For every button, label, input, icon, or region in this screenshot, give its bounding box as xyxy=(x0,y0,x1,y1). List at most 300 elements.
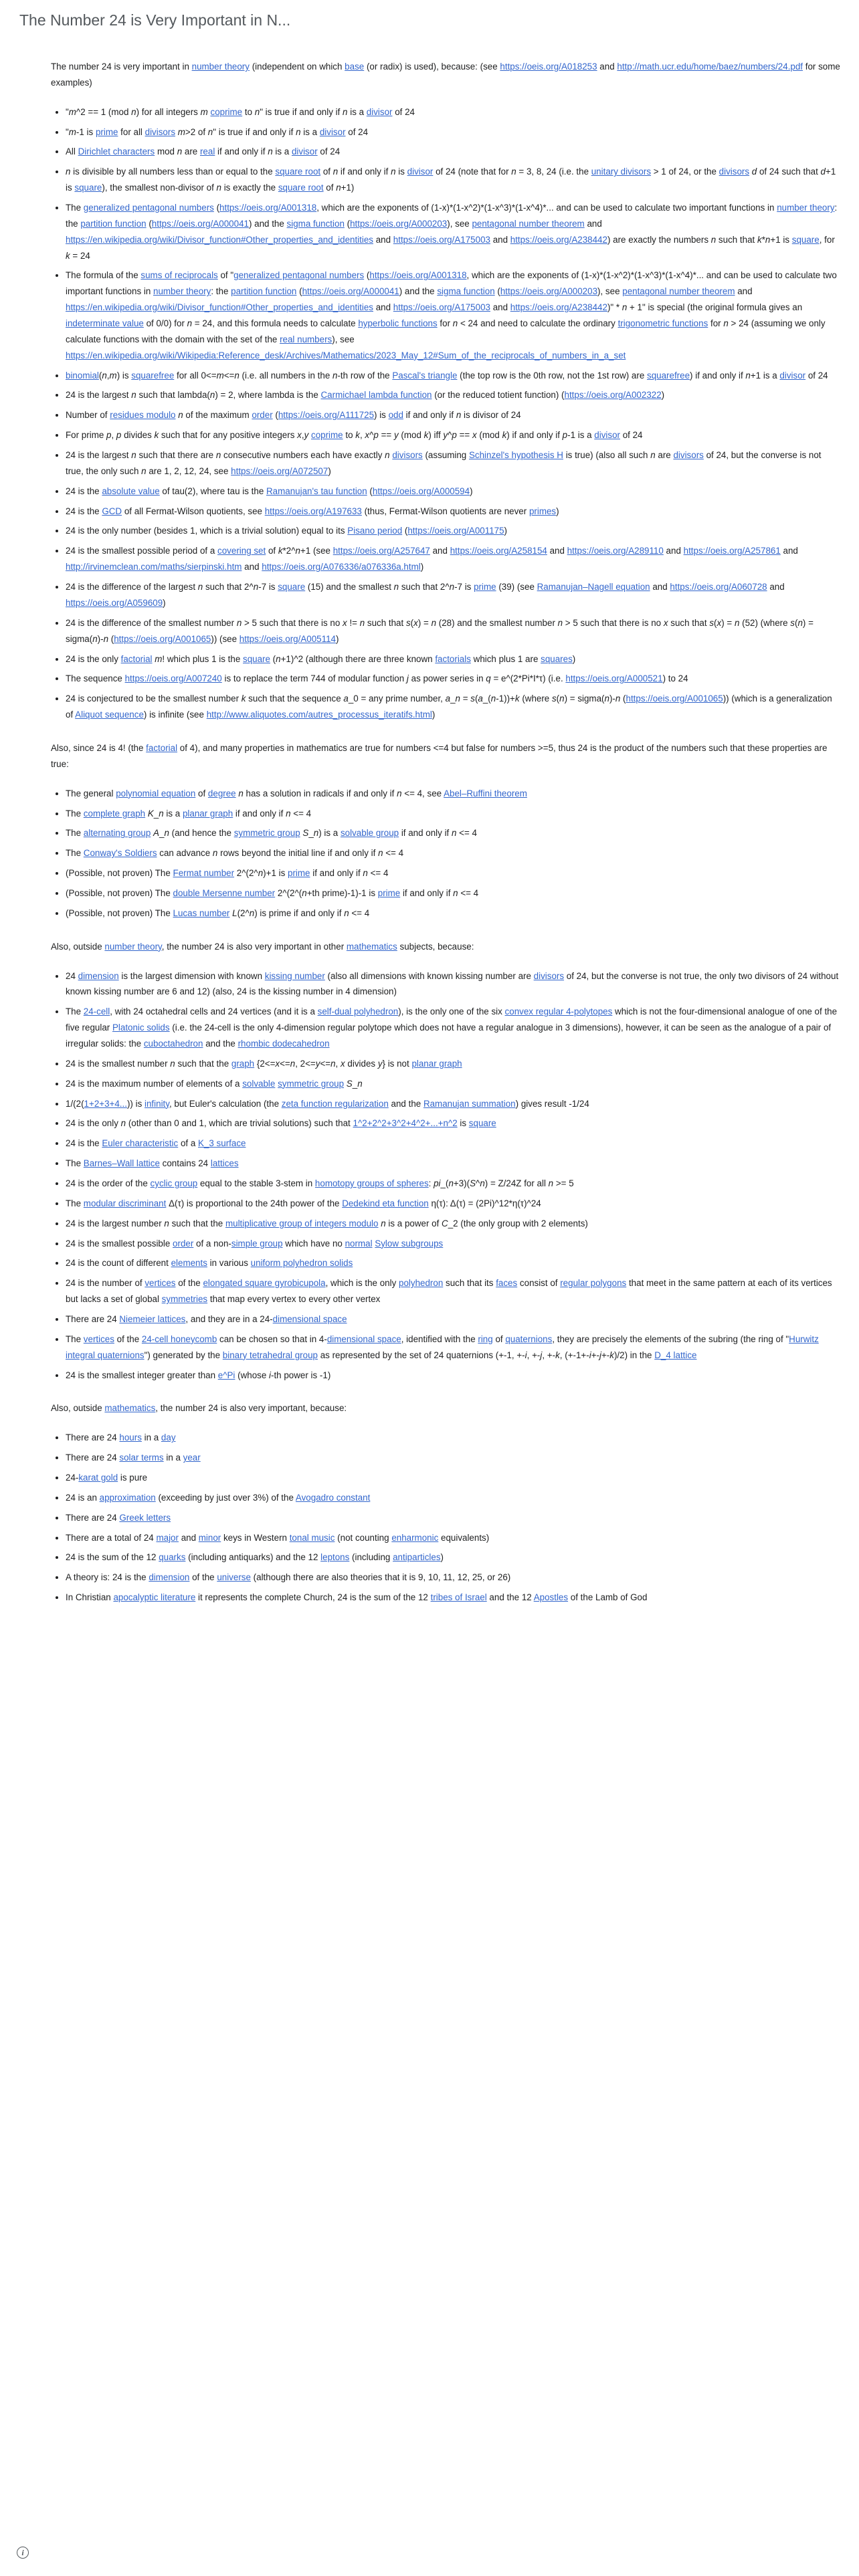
wiki-link[interactable]: absolute value xyxy=(102,486,160,496)
math-variable: p xyxy=(106,430,112,441)
wiki-link[interactable]: https://oeis.org/A000041 xyxy=(151,218,249,229)
wiki-link[interactable]: symmetric group xyxy=(278,1078,345,1089)
wiki-link[interactable]: square xyxy=(791,234,820,245)
list-item: • The modular discriminant Δ(τ) is proportional to the 24th power of the Dedekind eta function η(τ): Δ(τ) = (2Pi)^12*η(τ)^24 xyxy=(66,1196,840,1212)
wiki-link[interactable]: simple group xyxy=(231,1238,283,1249)
math-variable: n xyxy=(258,868,264,879)
wiki-link[interactable]: karat gold xyxy=(78,1473,118,1483)
wiki-link[interactable]: Euler characteristic xyxy=(102,1138,179,1149)
wiki-link[interactable]: https://en.wikipedia.org/wiki/Divisor_function#Other_properties_and_identities xyxy=(66,234,373,245)
math-variable: x xyxy=(472,430,477,441)
wiki-link[interactable]: https://oeis.org/A001318 xyxy=(369,270,467,281)
math-variable: i xyxy=(269,1370,271,1380)
wiki-link[interactable]: infinity xyxy=(145,1098,169,1109)
math-variable: k xyxy=(355,430,360,441)
wiki-link[interactable]: number theory xyxy=(104,941,162,952)
wiki-link[interactable]: coprime xyxy=(210,106,243,117)
math-variable: k xyxy=(423,430,429,441)
wiki-link[interactable]: Apostles xyxy=(533,1592,569,1603)
wiki-link[interactable]: quaternions xyxy=(505,1333,553,1344)
math-variable: x xyxy=(413,617,418,628)
list-item: • 24 is the largest n such that there are n consecutive numbers each have exactly n divisors (assuming Schinzel's hypothesis H is true) (also all such n are divisors of 24, but the converse is not true, the only such n are 1, 2, 12, 24, see https://oeis.org/A072507) xyxy=(66,447,840,479)
wiki-link[interactable]: divisor xyxy=(319,126,346,137)
wiki-link[interactable]: multiplicative group of integers modulo xyxy=(225,1218,379,1228)
wiki-link[interactable]: factorial xyxy=(120,653,153,664)
math-variable: n xyxy=(448,1178,454,1188)
wiki-link[interactable]: major xyxy=(156,1532,179,1543)
math-variable: n xyxy=(313,828,319,839)
wiki-link[interactable]: universe xyxy=(217,1572,251,1583)
wiki-link[interactable]: https://en.wikipedia.org/wiki/Wikipedia:Reference_desk/Archives/Mathematics/2023_May_12#Sum_of_the_reciprocals_of_numbers_in_a_set xyxy=(66,350,626,360)
wiki-link[interactable]: self-dual polyhedron xyxy=(317,1006,399,1017)
wiki-link[interactable]: generalized pentagonal numbers xyxy=(83,203,214,213)
math-variable: n xyxy=(343,106,348,117)
list-item: • n is divisible by all numbers less than or equal to the square root of n if and only if n is divisor of 24 (note that for n = 3, 8, 24 (i.e. the unitary divisors > 1 of 24, or the divisors d of 24 such that d+1 is square), the smallest non-divisor of n is exactly the square root of n+1) xyxy=(66,164,840,196)
wiki-link[interactable]: sigma function xyxy=(437,286,495,297)
math-variable: n xyxy=(797,617,803,628)
wiki-link[interactable]: Avogadro constant xyxy=(295,1492,371,1503)
math-variable: n xyxy=(378,848,383,859)
math-variable: n xyxy=(548,1178,554,1188)
math-variable: n xyxy=(449,582,455,593)
math-variable: n xyxy=(622,302,628,313)
wiki-link[interactable]: e^Pi xyxy=(217,1370,235,1380)
wiki-link[interactable]: enharmonic xyxy=(391,1532,439,1543)
wiki-link[interactable]: Ramanujan's tau function xyxy=(266,486,367,496)
wiki-link[interactable]: Dedekind eta function xyxy=(342,1198,429,1208)
wiki-link[interactable]: indeterminate value xyxy=(66,318,144,329)
list-item: • The general polynomial equation of degree n has a solution in radicals if and only if n <= 4, see Abel–Ruffini theorem xyxy=(66,786,840,802)
wiki-link[interactable]: leptons xyxy=(320,1552,350,1563)
wiki-link[interactable]: generalized pentagonal numbers xyxy=(233,270,365,281)
math-variable: n xyxy=(381,1218,386,1228)
math-variable: j xyxy=(406,673,409,684)
wiki-link[interactable]: covering set xyxy=(217,546,266,556)
list-item: • There are 24 hours in a day xyxy=(66,1430,840,1446)
wiki-link[interactable]: complete graph xyxy=(83,808,146,819)
wiki-link[interactable]: sigma function xyxy=(286,218,345,229)
wiki-link[interactable]: normal xyxy=(345,1238,373,1249)
math-variable: n xyxy=(141,465,147,476)
wiki-link[interactable]: solar terms xyxy=(119,1453,164,1463)
list-item: • A theory is: 24 is the dimension of the universe (although there are also theories that it is 9, 10, 11, 12, 25, or 26) xyxy=(66,1570,840,1586)
wiki-link[interactable]: https://oeis.org/A001318 xyxy=(219,203,317,213)
wiki-link[interactable]: base xyxy=(345,62,365,72)
wiki-link[interactable]: https://oeis.org/A000594 xyxy=(372,486,470,496)
wiki-link[interactable]: https://oeis.org/A000203 xyxy=(350,218,448,229)
wiki-link[interactable]: Ramanujan summation xyxy=(423,1098,516,1109)
wiki-link[interactable]: K_3 surface xyxy=(198,1138,246,1149)
list-item: • 24 is the absolute value of tau(2), where tau is the Ramanujan's tau function (https://oeis.org/A000594) xyxy=(66,484,840,500)
wiki-link[interactable]: 24-cell honeycomb xyxy=(141,1333,217,1344)
math-variable: n xyxy=(615,693,621,704)
math-variable: x xyxy=(343,617,347,628)
wiki-link[interactable]: order xyxy=(173,1238,194,1249)
list-item: • The formula of the sums of reciprocals of "generalized pentagonal numbers (https://oeis.org/A001318, which are the exponents of (1-x)*(1-x^2)*(1-x^3)*(1-x^4)*... and can be used to calculate two important functions in number theory: the partition function (https://oeis.org/A000041) and the sigma function (https://oeis.org/A000203), see pentagonal number theorem and https://en.wikipedia.org/wiki/Divisor_function#Other_properties_and_identities and https://oeis.org/A175003 and https://oeis.org/A238442)" * n + 1" is special (the original formula gives an indeterminate value of 0/0) for n = 24, and this formula needs to calculate hyperbolic functions for n < 24 and need to calculate the ordinary trigonometric functions for n > 24 (assuming we only calculate functions with the domain with the set of the real numbers), see https://en.wikipedia.org/wiki/Wikipedia:Reference_desk/Archives/Mathematics/2023_May_12#Sum_of_the_reciprocals_of_numbers_in_a_set xyxy=(66,267,840,363)
wiki-link[interactable]: dimension xyxy=(149,1572,190,1583)
math-variable: n xyxy=(452,828,457,839)
list-item: • "m^2 == 1 (mod n) for all integers m coprime to n" is true if and only if n is a divisor of 24 xyxy=(66,104,840,120)
math-variable: y xyxy=(377,1058,383,1069)
wiki-link[interactable]: symmetric group xyxy=(233,828,300,839)
wiki-link[interactable]: Ramanujan–Nagell equation xyxy=(537,582,650,593)
wiki-link[interactable]: factorial xyxy=(146,742,178,753)
math-variable: y xyxy=(304,430,309,441)
wiki-link[interactable]: square root xyxy=(275,167,321,177)
math-variable: n xyxy=(102,370,107,381)
wiki-link[interactable]: Dirichlet characters xyxy=(78,146,155,157)
wiki-link[interactable]: Pisano period xyxy=(347,526,403,536)
wiki-link[interactable]: degree xyxy=(207,788,236,798)
wiki-link[interactable]: https://oeis.org/A238442 xyxy=(510,302,607,313)
wiki-link[interactable]: https://oeis.org/A175003 xyxy=(393,234,490,245)
wiki-link[interactable]: real numbers xyxy=(280,334,332,344)
wiki-link[interactable]: tonal music xyxy=(289,1532,335,1543)
wiki-link[interactable]: divisor xyxy=(407,167,434,177)
wiki-link[interactable]: divisors xyxy=(145,126,176,137)
wiki-link[interactable]: divisors xyxy=(392,450,423,461)
wiki-link[interactable]: apocalyptic literature xyxy=(113,1592,196,1603)
math-variable: x xyxy=(297,430,302,441)
wiki-link[interactable]: vertices xyxy=(83,1333,114,1344)
math-variable: n xyxy=(215,450,221,461)
wiki-link[interactable]: uniform polyhedron solids xyxy=(250,1258,353,1269)
wiki-link[interactable]: mathematics xyxy=(346,941,397,952)
math-variable: n xyxy=(170,1058,175,1069)
wiki-link[interactable]: http://www.aliquotes.com/autres_processus_iteratifs.html xyxy=(206,710,432,720)
math-variable: k xyxy=(514,693,520,704)
wiki-link[interactable]: Barnes–Wall lattice xyxy=(83,1158,160,1169)
math-variable: x xyxy=(663,617,668,628)
wiki-link[interactable]: dimension xyxy=(78,970,119,981)
wiki-link[interactable]: solvable xyxy=(242,1078,276,1089)
math-variable: y xyxy=(443,430,448,441)
list-item: • In Christian apocalyptic literature it represents the complete Church, 24 is the sum of the 12 tribes of Israel and the 12 Apostles of the Lamb of God xyxy=(66,1590,840,1606)
math-variable: n xyxy=(92,633,98,644)
wiki-link[interactable]: https://oeis.org/A076336/a076336a.html xyxy=(262,562,421,572)
math-variable: m xyxy=(200,106,208,117)
wiki-link[interactable]: square xyxy=(468,1118,496,1129)
math-variable: m xyxy=(68,106,76,117)
math-variable: y xyxy=(393,430,399,441)
wiki-link[interactable]: Pascal's triangle xyxy=(392,370,458,381)
wiki-link[interactable]: factorials xyxy=(435,653,471,664)
wiki-link[interactable]: partition function xyxy=(80,218,147,229)
wiki-link[interactable]: divisors xyxy=(673,450,704,461)
math-variable: m xyxy=(68,126,76,137)
wiki-link[interactable]: https://en.wikipedia.org/wiki/Divisor_function#Other_properties_and_identities xyxy=(66,302,373,313)
math-variable: n xyxy=(177,146,183,157)
math-variable: n xyxy=(159,808,164,819)
math-variable: p xyxy=(562,430,568,441)
wiki-link[interactable]: square root xyxy=(278,183,324,193)
wiki-link[interactable]: residues modulo xyxy=(110,410,176,421)
wiki-link[interactable]: polyhedron xyxy=(399,1278,444,1289)
wiki-link[interactable]: prime xyxy=(95,126,118,137)
wiki-link[interactable]: divisor xyxy=(594,430,620,441)
wiki-link[interactable]: alternating group xyxy=(83,828,151,839)
wiki-link[interactable]: binary tetrahedral group xyxy=(222,1350,318,1360)
list-item: • There are 24 Greek letters xyxy=(66,1510,840,1526)
wiki-link[interactable]: day xyxy=(161,1432,176,1443)
math-variable: n xyxy=(178,410,183,421)
wiki-link[interactable]: number theory xyxy=(777,203,835,213)
math-variable: n xyxy=(249,907,255,918)
wiki-link[interactable]: planar graph xyxy=(411,1058,462,1069)
math-variable: x xyxy=(275,1058,280,1069)
list-item: • 24 is conjectured to be the smallest number k such that the sequence a_0 = any prime number, a_n = s(a_(n-1))+k (where s(n) = sigma(n)-n (https://oeis.org/A001065)) (which is a generalization of Aliquot sequence) is infinite (see http://www.aliquotes.com/autres_processus_iteratifs.html) xyxy=(66,691,840,723)
wiki-link[interactable]: prime xyxy=(474,582,496,593)
wiki-link[interactable]: https://oeis.org/A072507 xyxy=(231,465,328,476)
wiki-link[interactable]: partition function xyxy=(231,286,297,297)
wiki-link[interactable]: faces xyxy=(496,1278,518,1289)
wiki-link[interactable]: https://oeis.org/A001065 xyxy=(114,633,211,644)
list-item: • 24 is the order of the cyclic group equal to the stable 3-stem in homotopy groups of spheres: pi_(n+3)(S^n) = Z/24Z for all n >= 5 xyxy=(66,1176,840,1192)
wiki-link[interactable]: minor xyxy=(198,1532,221,1543)
wiki-link[interactable]: Greek letters xyxy=(119,1512,171,1523)
wiki-link[interactable]: ring xyxy=(478,1333,493,1344)
math-variable: x xyxy=(340,1058,345,1069)
wiki-link[interactable]: double Mersenne number xyxy=(173,887,276,898)
wiki-link[interactable]: hyperbolic functions xyxy=(358,318,438,329)
list-item: • 24 is the difference of the smallest number n > 5 such that there is no x != n such that s(x) = n (28) and the smallest number n > 5 such that there is no x such that s(x) = n (52) (where s(n) = sigma(n)-n (https://oeis.org/A001065)) (see https://oeis.org/A005114) xyxy=(66,615,840,647)
math-variable: n xyxy=(344,907,349,918)
wiki-link[interactable]: https://oeis.org/A289110 xyxy=(567,546,664,556)
wiki-link[interactable]: prime xyxy=(377,887,401,898)
wiki-link[interactable]: squarefree xyxy=(131,370,175,381)
wiki-link[interactable]: Hurwitz integral quaternions xyxy=(66,1333,819,1360)
wiki-link[interactable]: vertices xyxy=(145,1278,176,1289)
math-variable: i xyxy=(589,1350,591,1360)
wiki-link[interactable]: cuboctahedron xyxy=(143,1038,203,1049)
wiki-link[interactable]: zeta function regularization xyxy=(281,1098,389,1109)
wiki-link[interactable]: lattices xyxy=(210,1158,239,1169)
list-item: • (Possible, not proven) The Lucas number L(2^n) is prime if and only if n <= 4 xyxy=(66,905,840,922)
math-variable: p xyxy=(116,430,122,441)
wiki-link[interactable]: https://oeis.org/A005114 xyxy=(239,633,336,644)
math-variable: n xyxy=(650,450,656,461)
math-variable: i xyxy=(524,1350,527,1360)
wiki-link[interactable]: year xyxy=(183,1453,201,1463)
math-variable: p xyxy=(452,430,457,441)
wiki-link[interactable]: unitary divisors xyxy=(591,167,652,177)
math-variable: n xyxy=(363,868,368,879)
wiki-link[interactable]: elements xyxy=(171,1258,207,1269)
wiki-link[interactable]: real xyxy=(199,146,215,157)
other-math-paragraph: Also, outside number theory, the number 24 is also very important in other mathematics subjects, because: xyxy=(51,941,474,952)
wiki-link[interactable]: Conway's Soldiers xyxy=(83,848,157,859)
wiki-link[interactable]: Niemeier lattices xyxy=(119,1314,186,1324)
wiki-link[interactable]: square xyxy=(74,183,102,193)
wiki-link[interactable]: https://oeis.org/A175003 xyxy=(393,302,490,313)
wiki-link[interactable]: tribes of Israel xyxy=(430,1592,487,1603)
list-item: • For prime p, p divides k such that for any positive integers x,y coprime to k, x^p == y (mod k) iff y^p == x (mod k) if and only if p-1 is a divisor of 24 xyxy=(66,427,840,443)
wiki-link[interactable]: binomial xyxy=(66,370,99,381)
list-item: • "m-1 is prime for all divisors m>2 of n" is true if and only if n is a divisor of 24 xyxy=(66,124,840,140)
wiki-link[interactable]: convex regular 4-polytopes xyxy=(504,1006,613,1017)
wiki-link[interactable]: divisor xyxy=(291,146,318,157)
math-variable: y xyxy=(315,1058,320,1069)
wiki-link[interactable]: number theory xyxy=(153,286,211,297)
wiki-link[interactable]: http://irvinemclean.com/maths/sierpinski.htm xyxy=(66,562,242,572)
list-item: • 24 is the difference of the largest n such that 2^n-7 is square (15) and the smallest n such that 2^n-7 is prime (39) (see Ramanujan–Nagell equation and https://oeis.org/A060728 and https://oeis.org/A059609) xyxy=(66,579,840,611)
wiki-link[interactable]: Platonic solids xyxy=(112,1023,170,1033)
wiki-link[interactable]: http://math.ucr.edu/home/baez/numbers/24.pdf xyxy=(617,62,803,72)
list-item: • 24 is the GCD of all Fermat-Wilson quotients, see https://oeis.org/A197633 (thus, Fermat-Wilson quotients are never primes) xyxy=(66,504,840,520)
wiki-link[interactable]: homotopy groups of spheres xyxy=(314,1178,429,1188)
wiki-link[interactable]: https://oeis.org/A001065 xyxy=(626,693,723,704)
wiki-link[interactable]: quarks xyxy=(159,1552,186,1563)
math-variable: n xyxy=(359,617,365,628)
wiki-link[interactable]: approximation xyxy=(99,1492,156,1503)
wiki-link[interactable]: number theory xyxy=(191,62,250,72)
wiki-link[interactable]: planar graph xyxy=(182,808,233,819)
wiki-link[interactable]: https://oeis.org/A018253 xyxy=(500,62,597,72)
wiki-link[interactable]: regular polygons xyxy=(560,1278,627,1289)
math-variable: n xyxy=(131,390,136,401)
wiki-link[interactable]: https://oeis.org/A257861 xyxy=(683,546,781,556)
wiki-link[interactable]: 1+2+3+4... xyxy=(84,1098,127,1109)
wiki-link[interactable]: divisor xyxy=(779,370,806,381)
wiki-link[interactable]: dimensional space xyxy=(326,1333,401,1344)
math-variable: n xyxy=(164,1218,169,1228)
math-variable: n xyxy=(734,617,740,628)
wiki-link[interactable]: mathematics xyxy=(104,1403,156,1414)
wiki-link[interactable]: https://oeis.org/A000521 xyxy=(565,673,663,684)
wiki-link[interactable]: Schinzel's hypothesis H xyxy=(468,450,563,461)
list-item: • 24 is the smallest number n such that the graph {2<=x<=n, 2<=y<=n, x divides y} is not planar graph xyxy=(66,1056,840,1072)
factorial-properties-list xyxy=(51,786,840,922)
math-variable: n xyxy=(511,167,516,177)
wiki-link[interactable]: solvable group xyxy=(340,828,399,839)
wiki-link[interactable]: Aliquot sequence xyxy=(75,710,144,720)
list-item: • There are 24 Niemeier lattices, and they are in a 24-dimensional space xyxy=(66,1311,840,1327)
intro-paragraph: The number 24 is very important in number theory (independent on which base (or radix) is used), because: (see https://oeis.org/A018253 and http://math.ucr.edu/home/baez/numbers/24.pdf for some examples) xyxy=(51,62,840,88)
math-variable: n xyxy=(286,808,291,819)
wiki-link[interactable]: kissing number xyxy=(264,970,325,981)
wiki-link[interactable]: divisors xyxy=(719,167,750,177)
wiki-link[interactable]: antiparticles xyxy=(393,1552,441,1563)
wiki-link[interactable]: divisors xyxy=(533,970,565,981)
wiki-link[interactable]: symmetries xyxy=(161,1294,208,1305)
wiki-link[interactable]: pentagonal number theorem xyxy=(622,286,735,297)
math-variable: n xyxy=(604,693,609,704)
wiki-link[interactable]: squares xyxy=(541,653,573,664)
wiki-link[interactable]: https://oeis.org/A257647 xyxy=(332,546,430,556)
wiki-link[interactable]: GCD xyxy=(102,506,122,516)
wiki-link[interactable]: D_4 lattice xyxy=(654,1350,697,1360)
wiki-link[interactable]: 1^2+2^2+3^2+4^2+...+n^2 xyxy=(353,1118,458,1129)
math-variable: m xyxy=(177,126,185,137)
wiki-link[interactable]: https://oeis.org/A238442 xyxy=(510,234,607,245)
math-variable: n xyxy=(131,106,136,117)
wiki-link[interactable]: https://oeis.org/A060728 xyxy=(670,582,767,593)
wiki-link[interactable]: cyclic group xyxy=(150,1178,198,1188)
math-variable: pi xyxy=(434,1178,441,1188)
wiki-link[interactable]: rhombic dodecahedron xyxy=(237,1038,330,1049)
wiki-link[interactable]: hours xyxy=(119,1432,142,1443)
wiki-link[interactable]: sums of reciprocals xyxy=(140,270,218,281)
list-item: • 24 is the sum of the 12 quarks (including antiquarks) and the 12 leptons (including antiparticles) xyxy=(66,1549,840,1566)
wiki-link[interactable]: square xyxy=(243,653,270,664)
wiki-link[interactable]: https://oeis.org/A197633 xyxy=(264,506,362,516)
math-variable: n xyxy=(276,653,281,664)
wiki-link[interactable]: https://oeis.org/A059609 xyxy=(66,597,163,608)
wiki-link[interactable]: dimensional space xyxy=(272,1314,347,1324)
wiki-link[interactable]: Carmichael lambda function xyxy=(320,390,432,401)
math-variable: k xyxy=(757,234,762,245)
outside-math-paragraph: Also, outside mathematics, the number 24 is also very important, because: xyxy=(51,1403,347,1414)
wiki-link[interactable]: coprime xyxy=(311,430,343,441)
math-variable: n xyxy=(302,887,307,898)
math-variable: n xyxy=(745,370,751,381)
wiki-link[interactable]: https://oeis.org/A001175 xyxy=(407,526,504,536)
math-variable: n xyxy=(332,167,339,177)
math-variable: n xyxy=(187,318,193,329)
math-variable: n xyxy=(236,617,242,628)
wiki-link[interactable]: Lucas number xyxy=(173,907,230,918)
math-variable: n xyxy=(480,1178,485,1188)
wiki-link[interactable]: https://oeis.org/A002322 xyxy=(564,390,662,401)
math-variable: s xyxy=(405,617,411,628)
wiki-link[interactable]: trigonometric functions xyxy=(617,318,708,329)
math-variable: n xyxy=(238,788,244,798)
wiki-link[interactable]: elongated square gyrobicupola xyxy=(203,1278,326,1289)
page-title: The Number 24 is Very Important in N... xyxy=(19,11,291,29)
wiki-link[interactable]: Sylow subgroups xyxy=(375,1238,444,1249)
wiki-link[interactable]: pentagonal number theorem xyxy=(472,218,585,229)
math-variable: n xyxy=(452,318,458,329)
wiki-link[interactable]: https://oeis.org/A000041 xyxy=(302,286,399,297)
math-variable: m xyxy=(216,370,224,381)
math-variable: n xyxy=(103,633,109,644)
list-item: • All Dirichlet characters mod n are real if and only if n is a divisor of 24 xyxy=(66,144,840,160)
wiki-link[interactable]: divisor xyxy=(366,106,393,117)
wiki-link[interactable]: prime xyxy=(288,868,310,879)
wiki-link[interactable]: Fermat number xyxy=(173,868,235,879)
math-variable: S xyxy=(302,828,309,839)
wiki-link[interactable]: polynomial equation xyxy=(116,788,196,798)
wiki-link[interactable]: https://oeis.org/A007240 xyxy=(124,673,222,684)
wiki-link[interactable]: 24-cell xyxy=(83,1006,110,1017)
math-variable: n xyxy=(234,370,240,381)
wiki-link[interactable]: modular discriminant xyxy=(83,1198,167,1208)
math-variable: n xyxy=(254,106,260,117)
math-variable: n xyxy=(332,370,338,381)
wiki-link[interactable]: square xyxy=(278,582,306,593)
factorial-paragraph: Also, since 24 is 4! (the factorial of 4), and many properties in mathematics are true for numbers <=4 but false for numbers >=5, thus 24 is the product of the numbers such that these properties are true: xyxy=(51,742,828,769)
wiki-link[interactable]: https://oeis.org/A258154 xyxy=(450,546,547,556)
math-variable: d xyxy=(751,167,757,177)
math-variable: j xyxy=(540,1350,543,1360)
wiki-link[interactable]: primes xyxy=(529,506,557,516)
math-variable: k xyxy=(609,1350,614,1360)
wiki-link[interactable]: graph xyxy=(231,1058,255,1069)
list-item: • The alternating group A_n (and hence the symmetric group S_n) is a solvable group if and only if n <= 4 xyxy=(66,825,840,841)
list-item: • There are a total of 24 major and minor keys in Western tonal music (not counting enharmonic equivalents) xyxy=(66,1530,840,1546)
wiki-link[interactable]: squarefree xyxy=(647,370,690,381)
info-icon[interactable]: i xyxy=(17,2547,29,2559)
math-variable: n xyxy=(197,582,203,593)
math-variable: k xyxy=(154,430,159,441)
wiki-link[interactable]: https://oeis.org/A111725 xyxy=(278,410,375,421)
wiki-link[interactable]: Abel–Ruffini theorem xyxy=(444,788,527,798)
wiki-link[interactable]: https://oeis.org/A000203 xyxy=(500,286,598,297)
list-item: • 24 is the largest number n such that the multiplicative group of integers modulo n is a power of C_2 (the only group with 2 elements) xyxy=(66,1216,840,1232)
wiki-link[interactable]: order xyxy=(252,410,273,421)
math-variable: s xyxy=(790,617,795,628)
wiki-link[interactable]: odd xyxy=(388,410,403,421)
